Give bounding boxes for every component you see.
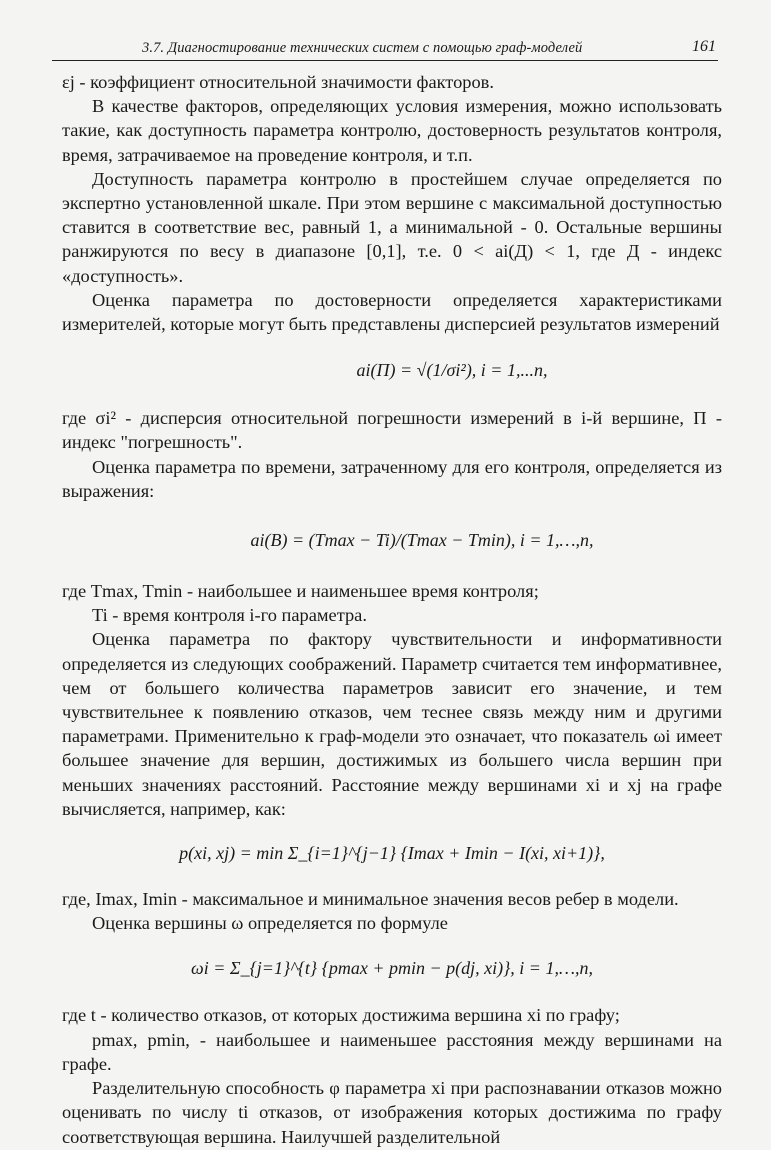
paragraph-t-def: где t - количество отказов, от которых достижима вершина xi по графу; (62, 1005, 620, 1026)
body-text (62, 70, 722, 1149)
paragraph-reliability: Оценка параметра по достоверности определяется характеристиками измерителей, которые могут быть представлены дисперсией результатов измерений (62, 289, 722, 335)
formula-reliability (62, 342, 722, 398)
formula-text: ωi = Σ_{j=1}^{t} {pmax + pmin − p(dj, xi)}, i = 1,…,n, (191, 958, 593, 979)
running-title: 3.7. Диагностирование технических систем с помощью граф-моделей (142, 40, 583, 56)
paragraph-weights-def: где, Imax, Imin - максимальное и минимальное значения весов ребер в модели. (62, 889, 679, 910)
paragraph-sensitivity: Оценка параметра по фактору чувствительности и информативности определяется из следующих соображений. Параметр считается тем информативнее, чем от большего количества параметров зависит его значение, и тем чувствительнее к появлению отказов, чем теснее связь между ним и другими параметрами. Применительно к граф-модели это означает, что показатель ωi имеет большее значение для вершин, достижимых из большего числа вершин при меньших значениях расстояний. Расстояние между вершинами xi и xj на графе вычисляется, например, как: (62, 629, 722, 819)
formula-distance (62, 827, 722, 879)
formula-text: p(xi, xj) = min Σ_{i=1}^{j−1} {Imax + Imin − I(xi, xi+1)}, (179, 842, 605, 863)
running-header (52, 38, 718, 61)
paragraph-time: Оценка параметра по времени, затраченному для его контроля, определяется из выражения: (62, 456, 722, 501)
paragraph-ti-def: Ti - время контроля i-го параметра. (92, 605, 367, 626)
paragraph-p-def: pmax, pmin, - наибольшее и наименьшее расстояния между вершинами на графе. (62, 1029, 722, 1074)
paragraph-availability: Доступность параметра контролю в простейшем случае определяется по экспертно установленной шкале. При этом вершине с максимальной доступностью ставится в соответствие вес, равный 1, а минимальной - 0. Остальные вершины ранжируются по весу в диапазоне [0,1], т.е. 0 < ai(Д) < 1, где Д - индекс «доступность». (62, 168, 722, 286)
formula-omega (62, 941, 722, 995)
paragraph-factors: В качестве факторов, определяющих условия измерения, можно использовать такие, как доступность параметра контролю, достоверность результатов контроля, время, затрачиваемое на проведение контроля, и т.п. (62, 96, 722, 165)
paragraph-resolving-power: Разделительную способность φ параметра xi при распознавании отказов можно оценивать по числу ti отказов, от изображения которых достижима по графу соответствующая вершина. Наилучшей разделительной (62, 1078, 722, 1147)
formula-time (62, 509, 722, 571)
paragraph-epsilon-def: εj - коэффициент относительной значимости факторов. (62, 72, 494, 92)
formula-text: ai(В) = (Tmax − Ti)/(Tmax − Tmin), i = 1,…,n, (250, 529, 594, 550)
formula-text: ai(П) = √(1/σi²), i = 1,...n, (356, 360, 548, 381)
paragraph-tmax-def: где Tmax, Tmin - наибольшее и наименьшее время контроля; (62, 581, 539, 602)
page-number: 161 (692, 38, 716, 55)
paragraph-variance-def: где σi² - дисперсия относительной погрешности измерений в i-й вершине, П - индекс "погрешность". (62, 408, 722, 453)
paragraph-vertex-estimate: Оценка вершины ω определяется по формуле (92, 913, 448, 934)
